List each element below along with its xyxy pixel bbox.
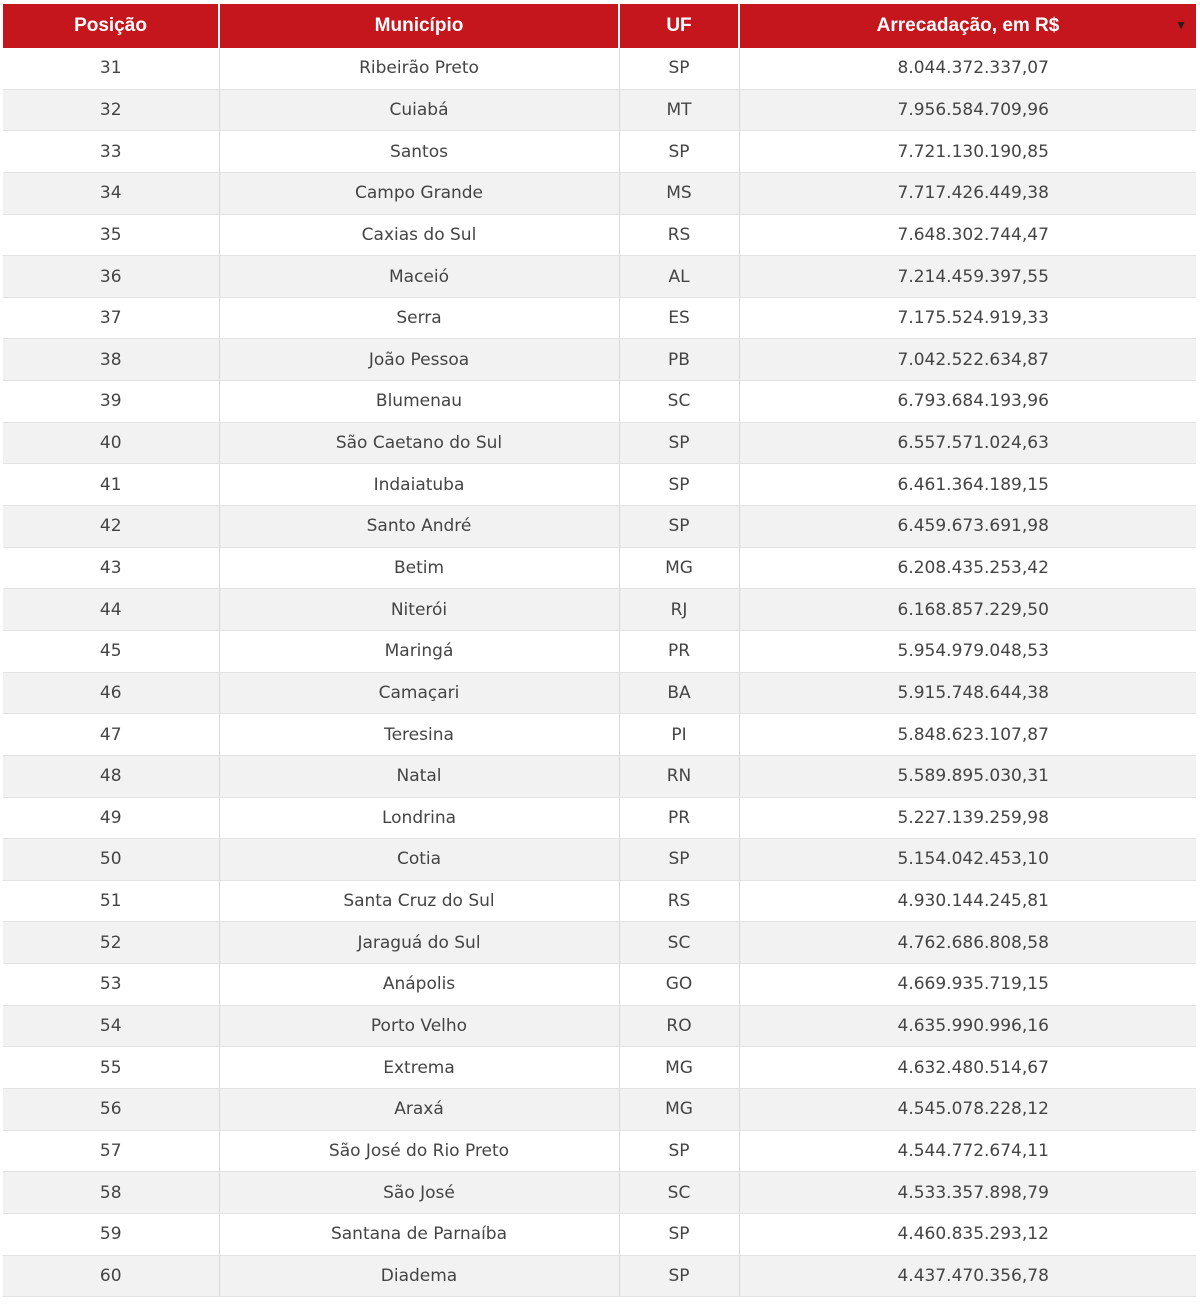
cell-state: MG <box>619 1089 739 1131</box>
cell-municipality: Santos <box>219 131 619 173</box>
cell-municipality: Ribeirão Preto <box>219 48 619 89</box>
cell-state: MG <box>619 547 739 589</box>
cell-position: 34 <box>3 172 219 214</box>
cell-position: 36 <box>3 256 219 298</box>
cell-revenue: 7.717.426.449,38 <box>739 172 1196 214</box>
cell-municipality: Betim <box>219 547 619 589</box>
cell-revenue: 5.154.042.453,10 <box>739 839 1196 881</box>
cell-position: 58 <box>3 1172 219 1214</box>
table-row <box>3 131 1196 173</box>
cell-municipality: Santa Cruz do Sul <box>219 880 619 922</box>
cell-state: RS <box>619 214 739 256</box>
cell-municipality: Santo André <box>219 506 619 548</box>
ranking-table <box>3 4 1196 1297</box>
cell-state: RN <box>619 755 739 797</box>
cell-revenue: 7.042.522.634,87 <box>739 339 1196 381</box>
header-row <box>3 4 1196 48</box>
cell-revenue: 4.635.990.996,16 <box>739 1005 1196 1047</box>
column-header-municipality[interactable] <box>219 4 619 48</box>
cell-position: 37 <box>3 297 219 339</box>
cell-state: SC <box>619 922 739 964</box>
cell-position: 42 <box>3 506 219 548</box>
cell-revenue: 7.214.459.397,55 <box>739 256 1196 298</box>
cell-state: SP <box>619 1130 739 1172</box>
cell-state: SP <box>619 1255 739 1297</box>
cell-revenue: 8.044.372.337,07 <box>739 48 1196 89</box>
table-row <box>3 172 1196 214</box>
table-row <box>3 714 1196 756</box>
column-header-label: Arrecadação, em R$ <box>876 15 1060 36</box>
cell-state: PB <box>619 339 739 381</box>
table-row <box>3 547 1196 589</box>
table-row <box>3 464 1196 506</box>
cell-municipality: Jaraguá do Sul <box>219 922 619 964</box>
cell-revenue: 7.175.524.919,33 <box>739 297 1196 339</box>
cell-position: 50 <box>3 839 219 881</box>
cell-state: PR <box>619 797 739 839</box>
cell-revenue: 6.208.435.253,42 <box>739 547 1196 589</box>
cell-state: AL <box>619 256 739 298</box>
cell-municipality: Santana de Parnaíba <box>219 1213 619 1255</box>
cell-revenue: 6.557.571.024,63 <box>739 422 1196 464</box>
column-header-position[interactable] <box>3 4 219 48</box>
cell-revenue: 4.437.470.356,78 <box>739 1255 1196 1297</box>
cell-revenue: 7.648.302.744,47 <box>739 214 1196 256</box>
table-row <box>3 672 1196 714</box>
cell-revenue: 4.762.686.808,58 <box>739 922 1196 964</box>
cell-state: SP <box>619 422 739 464</box>
column-header-label: UF <box>666 15 692 36</box>
cell-position: 39 <box>3 381 219 423</box>
cell-state: SC <box>619 381 739 423</box>
column-header-revenue[interactable] <box>739 4 1196 48</box>
cell-municipality: Niterói <box>219 589 619 631</box>
cell-position: 54 <box>3 1005 219 1047</box>
cell-municipality: Extrema <box>219 1047 619 1089</box>
cell-state: SC <box>619 1172 739 1214</box>
cell-revenue: 5.915.748.644,38 <box>739 672 1196 714</box>
cell-position: 57 <box>3 1130 219 1172</box>
cell-state: MS <box>619 172 739 214</box>
cell-municipality: Campo Grande <box>219 172 619 214</box>
cell-position: 31 <box>3 48 219 89</box>
cell-revenue: 4.545.078.228,12 <box>739 1089 1196 1131</box>
cell-municipality: Blumenau <box>219 381 619 423</box>
cell-position: 60 <box>3 1255 219 1297</box>
cell-state: MT <box>619 89 739 131</box>
cell-revenue: 6.461.364.189,15 <box>739 464 1196 506</box>
table-header <box>3 4 1196 48</box>
table-row <box>3 1172 1196 1214</box>
ranking-table-container <box>3 4 1196 1297</box>
cell-position: 33 <box>3 131 219 173</box>
cell-position: 47 <box>3 714 219 756</box>
table-row <box>3 297 1196 339</box>
table-row <box>3 964 1196 1006</box>
cell-municipality: São José do Rio Preto <box>219 1130 619 1172</box>
cell-position: 49 <box>3 797 219 839</box>
cell-municipality: Anápolis <box>219 964 619 1006</box>
cell-position: 48 <box>3 755 219 797</box>
cell-revenue: 7.721.130.190,85 <box>739 131 1196 173</box>
table-row <box>3 256 1196 298</box>
table-row <box>3 839 1196 881</box>
cell-position: 44 <box>3 589 219 631</box>
cell-state: RS <box>619 880 739 922</box>
cell-municipality: São José <box>219 1172 619 1214</box>
cell-state: SP <box>619 48 739 89</box>
table-row <box>3 1047 1196 1089</box>
cell-revenue: 6.459.673.691,98 <box>739 506 1196 548</box>
cell-state: ES <box>619 297 739 339</box>
cell-position: 56 <box>3 1089 219 1131</box>
cell-municipality: Natal <box>219 755 619 797</box>
cell-municipality: Teresina <box>219 714 619 756</box>
cell-state: BA <box>619 672 739 714</box>
cell-municipality: São Caetano do Sul <box>219 422 619 464</box>
cell-position: 45 <box>3 630 219 672</box>
column-header-label: Município <box>374 15 464 36</box>
cell-municipality: Porto Velho <box>219 1005 619 1047</box>
cell-state: GO <box>619 964 739 1006</box>
cell-municipality: Londrina <box>219 797 619 839</box>
cell-municipality: Maringá <box>219 630 619 672</box>
table-row <box>3 339 1196 381</box>
cell-state: MG <box>619 1047 739 1089</box>
cell-position: 43 <box>3 547 219 589</box>
table-row <box>3 1005 1196 1047</box>
column-header-label: Posição <box>74 15 147 36</box>
cell-position: 32 <box>3 89 219 131</box>
cell-municipality: Indaiatuba <box>219 464 619 506</box>
table-row <box>3 1213 1196 1255</box>
cell-position: 51 <box>3 880 219 922</box>
table-row <box>3 755 1196 797</box>
cell-position: 55 <box>3 1047 219 1089</box>
table-body <box>3 48 1196 1297</box>
cell-municipality: Cotia <box>219 839 619 881</box>
cell-municipality: João Pessoa <box>219 339 619 381</box>
cell-position: 53 <box>3 964 219 1006</box>
cell-revenue: 6.793.684.193,96 <box>739 381 1196 423</box>
cell-municipality: Araxá <box>219 1089 619 1131</box>
cell-municipality: Camaçari <box>219 672 619 714</box>
table-row <box>3 506 1196 548</box>
cell-position: 38 <box>3 339 219 381</box>
table-row <box>3 1130 1196 1172</box>
column-header-state[interactable] <box>619 4 739 48</box>
table-row <box>3 214 1196 256</box>
cell-state: RO <box>619 1005 739 1047</box>
cell-position: 52 <box>3 922 219 964</box>
cell-state: PI <box>619 714 739 756</box>
table-row <box>3 880 1196 922</box>
cell-revenue: 6.168.857.229,50 <box>739 589 1196 631</box>
table-row <box>3 797 1196 839</box>
table-row <box>3 89 1196 131</box>
cell-position: 41 <box>3 464 219 506</box>
cell-state: RJ <box>619 589 739 631</box>
table-row <box>3 1089 1196 1131</box>
cell-revenue: 7.956.584.709,96 <box>739 89 1196 131</box>
cell-state: SP <box>619 1213 739 1255</box>
cell-revenue: 4.930.144.245,81 <box>739 880 1196 922</box>
sort-descending-icon[interactable]: ▼ <box>1175 18 1187 32</box>
cell-state: SP <box>619 464 739 506</box>
cell-position: 40 <box>3 422 219 464</box>
table-row <box>3 48 1196 89</box>
table-row <box>3 422 1196 464</box>
table-row <box>3 630 1196 672</box>
cell-position: 46 <box>3 672 219 714</box>
cell-revenue: 4.533.357.898,79 <box>739 1172 1196 1214</box>
cell-revenue: 5.848.623.107,87 <box>739 714 1196 756</box>
cell-municipality: Diadema <box>219 1255 619 1297</box>
cell-state: SP <box>619 839 739 881</box>
cell-state: PR <box>619 630 739 672</box>
cell-municipality: Caxias do Sul <box>219 214 619 256</box>
cell-position: 35 <box>3 214 219 256</box>
cell-municipality: Cuiabá <box>219 89 619 131</box>
table-row <box>3 922 1196 964</box>
cell-revenue: 4.632.480.514,67 <box>739 1047 1196 1089</box>
cell-municipality: Serra <box>219 297 619 339</box>
cell-position: 59 <box>3 1213 219 1255</box>
cell-state: SP <box>619 506 739 548</box>
cell-revenue: 5.589.895.030,31 <box>739 755 1196 797</box>
cell-revenue: 5.954.979.048,53 <box>739 630 1196 672</box>
cell-municipality: Maceió <box>219 256 619 298</box>
cell-revenue: 4.669.935.719,15 <box>739 964 1196 1006</box>
table-row <box>3 1255 1196 1297</box>
cell-state: SP <box>619 131 739 173</box>
table-row <box>3 381 1196 423</box>
cell-revenue: 4.460.835.293,12 <box>739 1213 1196 1255</box>
table-row <box>3 589 1196 631</box>
cell-revenue: 5.227.139.259,98 <box>739 797 1196 839</box>
cell-revenue: 4.544.772.674,11 <box>739 1130 1196 1172</box>
